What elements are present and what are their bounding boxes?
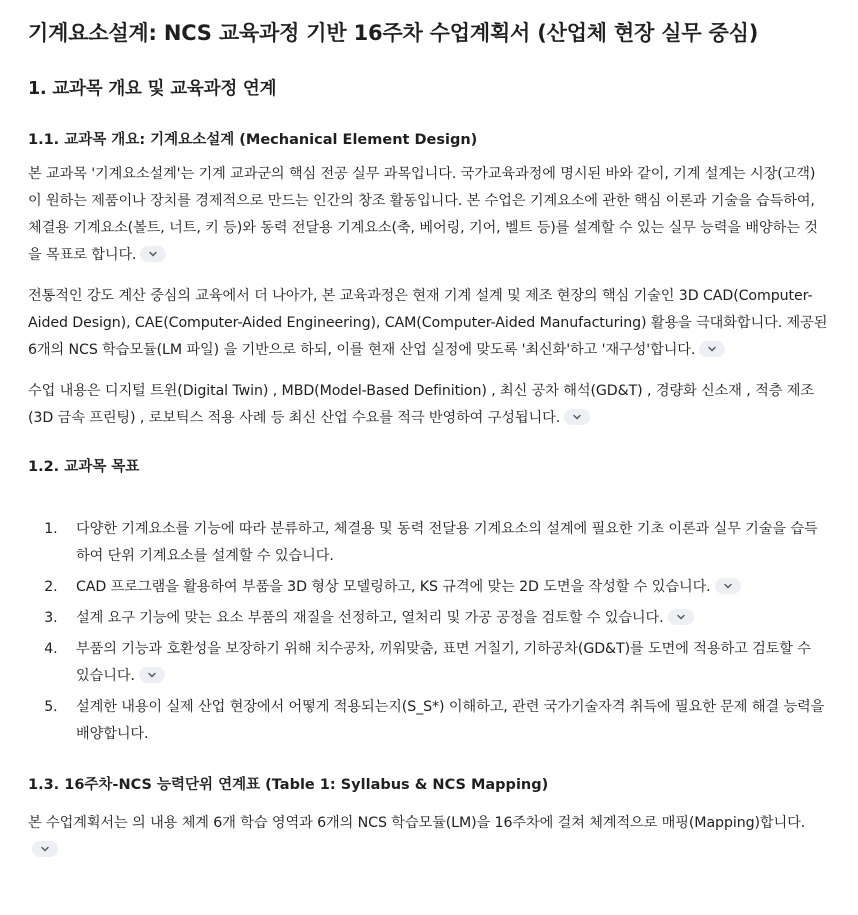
chevron-down-icon bbox=[40, 845, 50, 853]
paragraph-overview-3: 수업 내용은 디지털 트윈(Digital Twin) , MBD(Model-Based Definition) , 최신 공차 해석(GD&T) , 경량화 신소재 , 적층 제조(3D 금속 프린팅) , 로보틱스 적용 사례 등 최신 산업 수요를 적극 반영하여 구성됩니다. bbox=[28, 383, 814, 426]
section-1-heading: 1. 교과목 개요 및 교육과정 연계 bbox=[28, 79, 277, 99]
chevron-down-icon bbox=[723, 582, 733, 590]
source-chip[interactable] bbox=[140, 246, 166, 262]
list-item: 3. 설계 요구 기능에 맞는 요소 부품의 재질을 선정하고, 열처리 및 가공 공정을 검토할 수 있습니다. bbox=[62, 605, 828, 632]
chevron-down-icon bbox=[572, 413, 582, 421]
source-chip[interactable] bbox=[715, 578, 741, 594]
paragraph-mapping: 본 수업계획서는 의 내용 체계 6개 학습 영역과 6개의 NCS 학습모듈(LM)을 16주차에 걸쳐 체계적으로 매핑(Mapping)합니다. bbox=[28, 810, 828, 864]
page-title: 기계요소설계: NCS 교육과정 기반 16주차 수업계획서 (산업체 현장 실무 중심) bbox=[28, 21, 759, 45]
section-1-2-heading: 1.2. 교과목 목표 bbox=[28, 459, 140, 475]
section-1-3-heading: 1.3. 16주차-NCS 능력단위 연계표 (Table 1: Syllabus & NCS Mapping) bbox=[28, 777, 549, 793]
list-item: 1. 다양한 기계요소를 기능에 따라 분류하고, 체결용 및 동력 전달용 기계요소의 설계에 필요한 기초 이론과 실무 기술을 습득하여 단위 기계요소를 설계할 수 있습니다. bbox=[62, 516, 828, 570]
source-chip[interactable] bbox=[139, 667, 165, 683]
chevron-down-icon bbox=[676, 613, 686, 621]
list-item: 2. CAD 프로그램을 활용하여 부품을 3D 형상 모델링하고, KS 규격에 맞는 2D 도면을 작성할 수 있습니다. bbox=[62, 574, 828, 601]
chevron-down-icon bbox=[707, 345, 717, 353]
source-chip[interactable] bbox=[564, 409, 590, 425]
paragraph-overview-1: 본 교과목 '기계요소설계'는 기계 교과군의 핵심 전공 실무 과목입니다. 국가교육과정에 명시된 바와 같이, 기계 설계는 시장(고객)이 원하는 제품이나 장치를 경제적으로 만드는 인간의 창조 활동입니다. 본 수업은 기계요소에 관한 핵심 이론과 기술을 습득하여, 체결용 기계요소(볼트, 너트, 키 등)와 동력 전달용 기계요소(축, 베어링, 기어, 벨트 등)를 설계할 수 있는 실무 능력을 배양하는 것을 목표로 합니다. bbox=[28, 166, 818, 263]
section-1-1-heading: 1.1. 교과목 개요: 기계요소설계 (Mechanical Element Design) bbox=[28, 132, 478, 148]
list-item: 5. 설계한 내용이 실제 산업 현장에서 어떻게 적용되는지(S_S*) 이해하고, 관련 국가기술자격 취득에 필요한 문제 해결 능력을 배양합니다. bbox=[62, 694, 828, 748]
source-chip[interactable] bbox=[32, 841, 58, 857]
chevron-down-icon bbox=[148, 250, 158, 258]
source-chip[interactable] bbox=[668, 609, 694, 625]
chevron-down-icon bbox=[147, 671, 157, 679]
goals-list bbox=[28, 516, 828, 748]
source-chip[interactable] bbox=[699, 341, 725, 357]
paragraph-overview-2: 전통적인 강도 계산 중심의 교육에서 더 나아가, 본 교육과정은 현재 기계 설계 및 제조 현장의 핵심 기술인 3D CAD(Computer-Aided Design), CAE(Computer-Aided Engineering), CAM(Computer-Aided Manufacturing) 활용을 극대화합니다. 제공된 6개의 NCS 학습모듈(LM 파일) 을 기반으로 하되, 이를 현재 산업 실정에 맞도록 '최신화'하고 '재구성'합니다. bbox=[28, 288, 828, 358]
list-item: 4. 부품의 기능과 호환성을 보장하기 위해 치수공차, 끼워맞춤, 표면 거칠기, 기하공차(GD&T)를 도면에 적용하고 검토할 수 있습니다. bbox=[62, 636, 828, 690]
